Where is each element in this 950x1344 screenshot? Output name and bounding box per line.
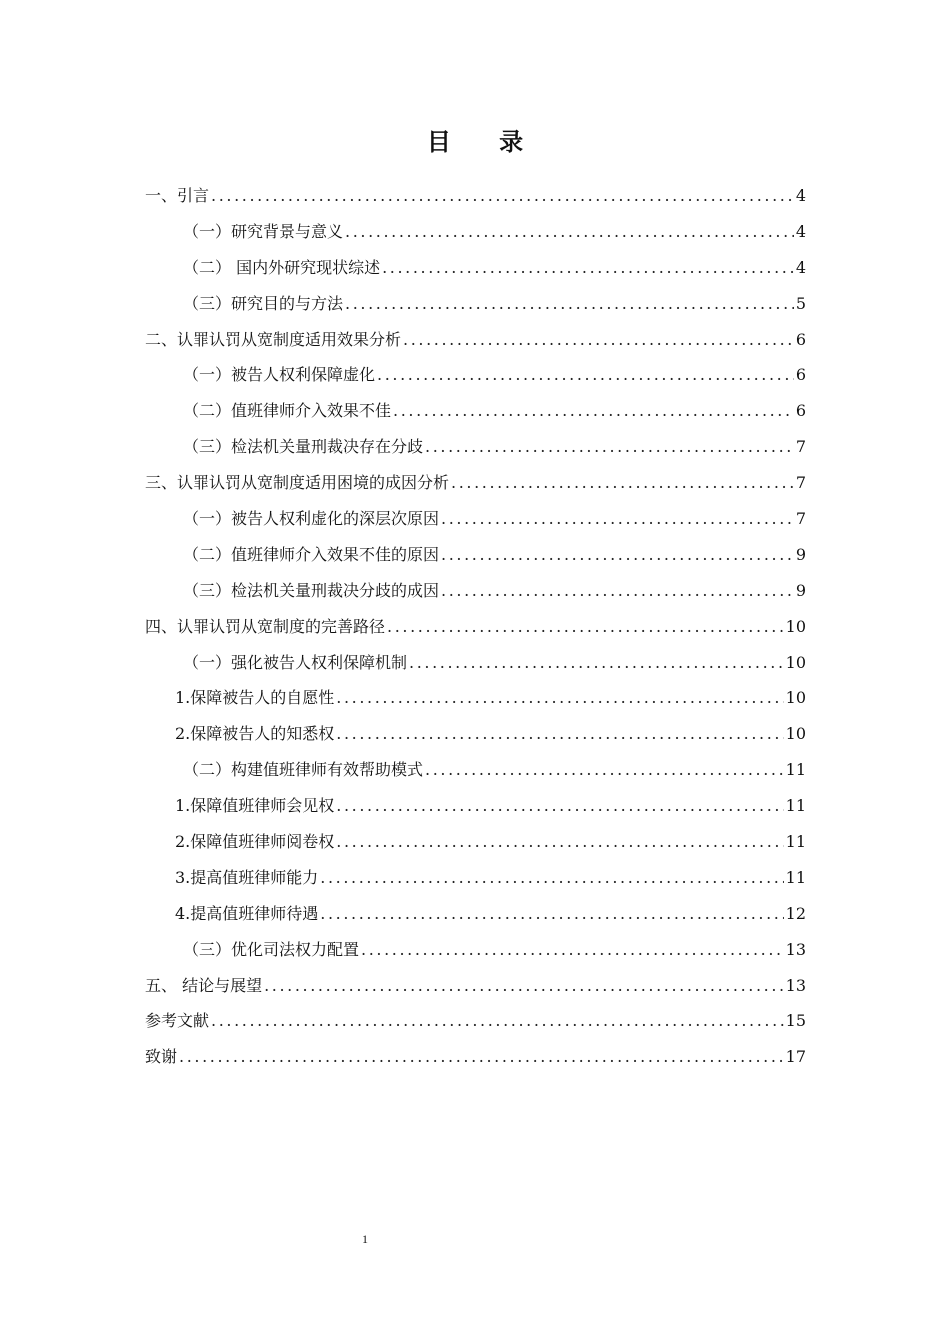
toc-entry-page: 12: [785, 903, 806, 923]
toc-entry[interactable]: [145, 433, 806, 469]
toc-entry[interactable]: [145, 1043, 806, 1079]
toc-entry-page: 10: [785, 688, 806, 708]
toc-entry-page: 9: [795, 544, 806, 564]
toc-entry-label: 2.保障值班律师阅卷权: [175, 832, 335, 852]
toc-entry-page: 13: [785, 939, 806, 959]
toc-entry-label: 3.提高值班律师能力: [175, 867, 319, 887]
toc-leader-dots: [336, 828, 783, 856]
toc-entry[interactable]: [145, 469, 806, 505]
toc-entry-label: 致谢: [145, 1047, 178, 1067]
toc-leader-dots: [320, 864, 783, 892]
toc-entry-page: 17: [785, 1047, 806, 1067]
toc-leader-dots: [211, 182, 794, 210]
toc-leader-dots: [336, 720, 783, 748]
toc-entry-label: 三、认罪认罚从宽制度适用困境的成因分析: [145, 473, 450, 493]
toc-leader-dots: [425, 433, 794, 461]
toc-entry-label: 五、 结论与展望: [145, 975, 263, 995]
toc-entry-label: 2.保障被告人的知悉权: [175, 724, 335, 744]
toc-entry[interactable]: [145, 613, 806, 649]
toc-leader-dots: [320, 900, 783, 928]
toc-leader-dots: [361, 936, 784, 964]
toc-entry-page: 7: [795, 509, 806, 529]
toc-entry[interactable]: [145, 864, 806, 900]
toc-entry[interactable]: [145, 254, 806, 290]
toc-entry-page: 15: [785, 1011, 806, 1031]
toc-entry[interactable]: [145, 182, 806, 218]
toc-entry-label: （一）被告人权利保障虚化: [183, 365, 376, 385]
toc-entry-label: 4.提高值班律师待遇: [175, 903, 319, 923]
toc-entry[interactable]: [145, 361, 806, 397]
toc-leader-dots: [387, 613, 784, 641]
toc-entry-page: 6: [795, 329, 806, 349]
toc-entry[interactable]: [145, 756, 806, 792]
toc-leader-dots: [393, 397, 794, 425]
toc-entry-page: 10: [785, 616, 806, 636]
toc-entry-page: 7: [795, 437, 806, 457]
toc-entry-label: （二）值班律师介入效果不佳的原因: [183, 544, 440, 564]
toc-entry-page: 9: [795, 580, 806, 600]
toc-leader-dots: [264, 972, 784, 1000]
toc-entry[interactable]: [145, 326, 806, 362]
toc-entry-label: （二） 国内外研究现状综述: [183, 257, 381, 277]
toc-leader-dots: [409, 649, 784, 677]
toc-leader-dots: [425, 756, 784, 784]
toc-entry[interactable]: [145, 828, 806, 864]
toc-entry-page: 13: [785, 975, 806, 995]
toc-entry-label: 一、引言: [145, 186, 210, 205]
toc-entry-page: 5: [795, 293, 806, 313]
toc-entry[interactable]: [145, 720, 806, 756]
toc-entry-label: （二）构建值班律师有效帮助模式: [183, 760, 424, 780]
toc-entry[interactable]: [145, 972, 806, 1008]
toc-leader-dots: [211, 1007, 784, 1035]
toc-leader-dots: [345, 218, 794, 246]
toc-entry[interactable]: [145, 792, 806, 828]
toc-entry-label: 二、认罪认罚从宽制度适用效果分析: [145, 329, 402, 349]
toc-entry-label: （一）研究背景与意义: [183, 221, 344, 241]
toc-entry-page: 4: [795, 186, 806, 205]
toc-leader-dots: [403, 326, 794, 354]
toc-entry-label: 1.保障值班律师会见权: [175, 796, 335, 816]
toc-leader-dots: [336, 792, 783, 820]
toc-entry[interactable]: [145, 577, 806, 613]
toc-entry-page: 10: [785, 652, 806, 672]
toc-entry[interactable]: [145, 397, 806, 433]
toc-entry-label: （三）检法机关量刑裁决存在分歧: [183, 437, 424, 457]
toc-entry-page: 6: [795, 365, 806, 385]
toc-entry-label: 1.保障被告人的自愿性: [175, 688, 335, 708]
toc-entry-page: 4: [795, 221, 806, 241]
toc-entry-page: 11: [785, 832, 806, 852]
toc-entry-page: 7: [795, 473, 806, 493]
toc-entry-label: （三）优化司法权力配置: [183, 939, 360, 959]
toc-leader-dots: [179, 1043, 784, 1071]
toc-entry-label: 参考文献: [145, 1011, 210, 1031]
toc-entry-page: 4: [795, 257, 806, 277]
toc-entry-page: 11: [785, 867, 806, 887]
toc-entry-page: 10: [785, 724, 806, 744]
page-title: 目 录: [426, 127, 544, 156]
toc-entry[interactable]: [145, 900, 806, 936]
toc-leader-dots: [441, 541, 794, 569]
toc-leader-dots: [345, 290, 794, 318]
toc-entry-label: 四、认罪认罚从宽制度的完善路径: [145, 616, 386, 636]
toc-entry-label: （三）检法机关量刑裁决分歧的成因: [183, 580, 440, 600]
toc-entry-page: 6: [795, 401, 806, 421]
toc-entry[interactable]: [145, 505, 806, 541]
toc-leader-dots: [441, 505, 794, 533]
toc-entry-label: （一）强化被告人权利保障机制: [183, 652, 408, 672]
toc-leader-dots: [377, 361, 794, 389]
toc-entry[interactable]: [145, 649, 806, 685]
toc-entry-label: （三）研究目的与方法: [183, 293, 344, 313]
page-number: 1: [362, 1232, 368, 1246]
toc-entry-label: （一）被告人权利虚化的深层次原因: [183, 509, 440, 529]
toc-entry-page: 11: [785, 760, 806, 780]
toc-entry[interactable]: [145, 936, 806, 972]
toc-entry[interactable]: [145, 1007, 806, 1043]
toc-entry[interactable]: [145, 218, 806, 254]
toc-leader-dots: [441, 577, 794, 605]
toc-entry-label: （二）值班律师介入效果不佳: [183, 401, 392, 421]
toc-entry[interactable]: [145, 541, 806, 577]
toc-entry[interactable]: [145, 290, 806, 326]
table-of-contents: [145, 182, 806, 1079]
toc-entry-page: 11: [785, 796, 806, 816]
toc-leader-dots: [382, 254, 794, 282]
toc-leader-dots: [336, 684, 783, 712]
toc-entry[interactable]: [145, 684, 806, 720]
toc-leader-dots: [451, 469, 794, 497]
